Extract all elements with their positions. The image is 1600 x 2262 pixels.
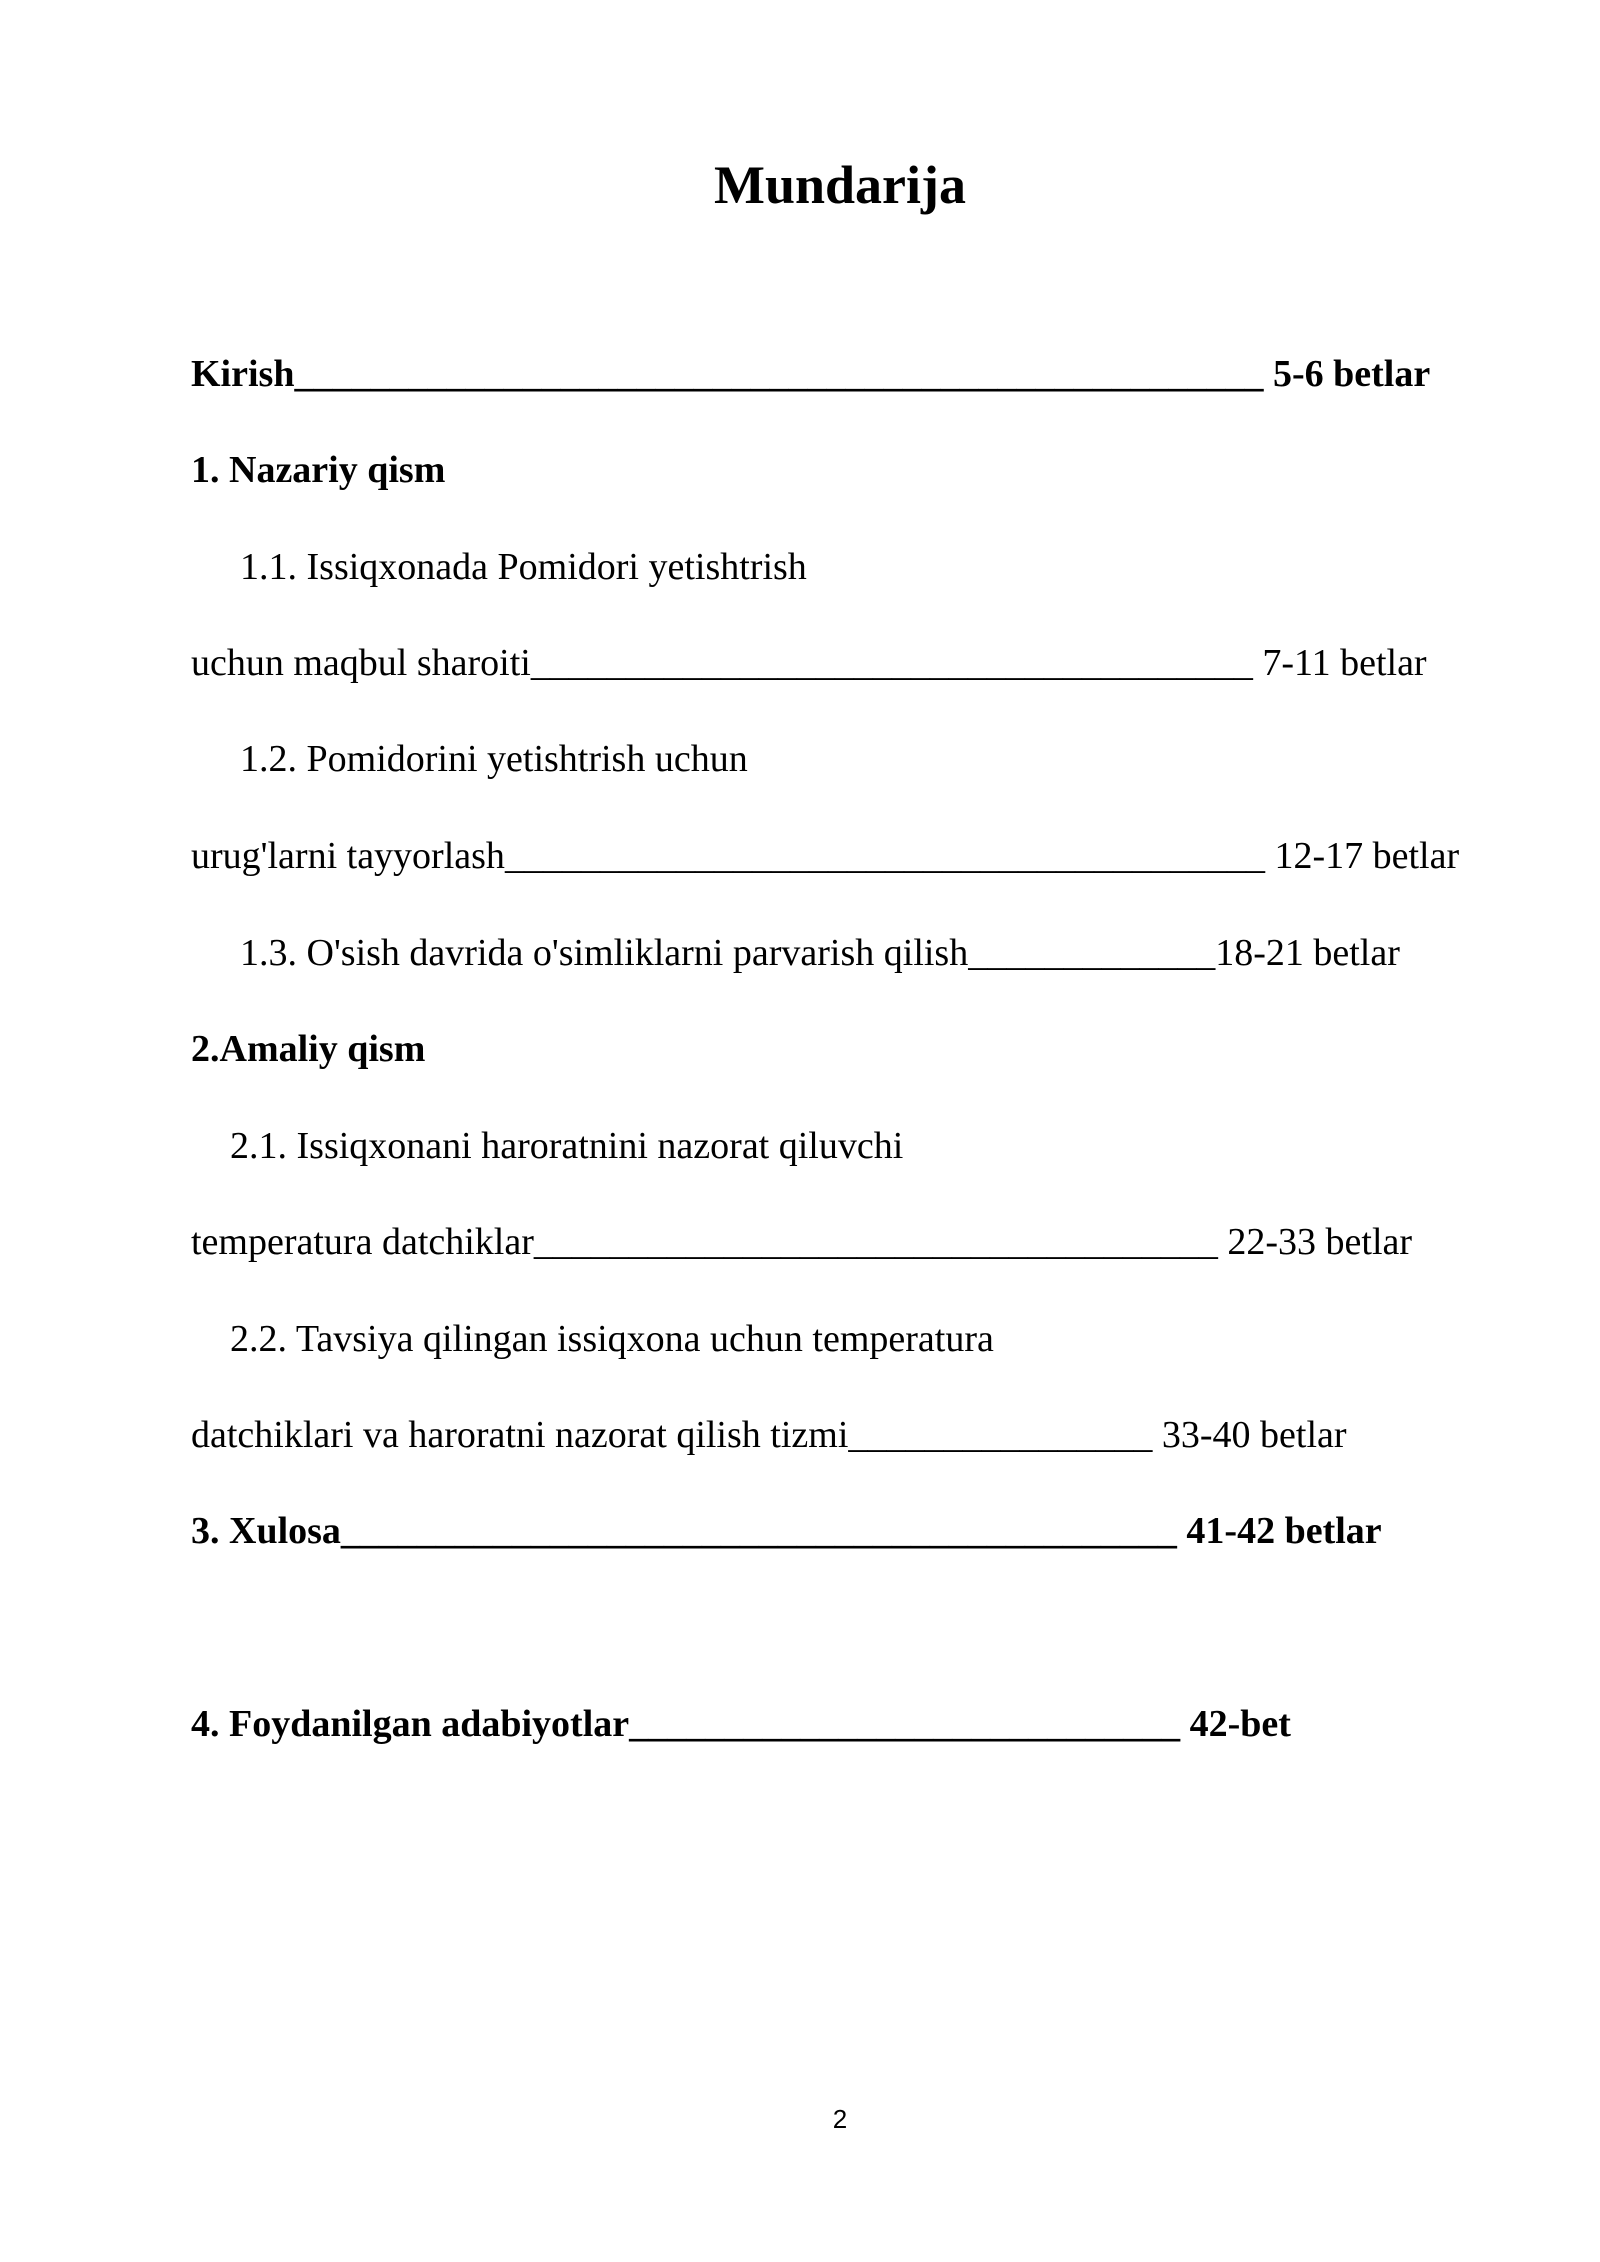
toc-heading-nazariy	[191, 446, 445, 494]
toc-label: 1.3. O'sish davrida o'simliklarni parvarish qilish	[240, 932, 969, 974]
toc-pages: 33-40 betlar	[1152, 1414, 1347, 1456]
toc-entry-1-2-line1	[240, 735, 748, 783]
toc-leader: ____________________________________________	[340, 1510, 1177, 1552]
toc-leader: ___________________________________________________	[294, 353, 1264, 395]
toc-pages: 18-21 betlar	[1215, 932, 1400, 974]
toc-label: 2.2. Tavsiya qilingan issiqxona uchun temperatura	[230, 1318, 994, 1360]
toc-leader: ______________________________________	[530, 642, 1253, 684]
toc-pages: 7-11 betlar	[1252, 642, 1427, 684]
toc-label: 1. Nazariy qism	[191, 449, 446, 491]
toc-entry-adabiyotlar	[191, 1700, 1291, 1748]
toc-entry-2-2-line2	[191, 1411, 1347, 1459]
toc-entry-2-1-line2	[191, 1218, 1412, 1266]
toc-pages: 12-17 betlar	[1264, 835, 1460, 877]
toc-label: Kirish	[191, 353, 295, 395]
page-number: 2	[832, 2104, 848, 2134]
toc-label: 1.2. Pomidorini yetishtrish uchun	[240, 738, 748, 780]
toc-leader: _____________________________	[629, 1703, 1181, 1745]
toc-entry-1-1-line2	[191, 639, 1427, 687]
toc-entry-1-1-line1	[240, 543, 807, 591]
toc-leader: _____________	[968, 932, 1216, 974]
toc-label: urug'larni tayyorlash	[191, 835, 505, 877]
toc-entry-2-2-line1	[230, 1315, 994, 1363]
toc-label: datchiklari va haroratni nazorat qilish tizmi	[191, 1414, 849, 1456]
toc-pages: 5-6 betlar	[1263, 353, 1431, 395]
toc-entry-1-3	[240, 929, 1400, 977]
toc-label: 3. Xulosa	[191, 1510, 341, 1552]
toc-entry-kirish	[191, 350, 1430, 398]
toc-label: 1.1. Issiqxonada Pomidori yetishtrish	[240, 546, 807, 588]
toc-pages: 42-bet	[1180, 1703, 1291, 1745]
toc-pages: 41-42 betlar	[1176, 1510, 1382, 1552]
toc-label: temperatura datchiklar	[191, 1221, 534, 1263]
toc-heading-amaliy	[191, 1025, 425, 1073]
page-title: Mundarija	[713, 155, 967, 215]
toc-label: 2.1. Issiqxonani haroratnini nazorat qiluvchi	[230, 1125, 904, 1167]
toc-label: 2.Amaliy qism	[191, 1028, 426, 1070]
toc-label: uchun maqbul sharoiti	[191, 642, 531, 684]
toc-entry-2-1-line1	[230, 1122, 903, 1170]
toc-leader: ________________________________________	[504, 835, 1265, 877]
toc-entry-1-2-line2	[191, 832, 1459, 880]
toc-leader: ____________________________________	[533, 1221, 1218, 1263]
toc-pages: 22-33 betlar	[1217, 1221, 1413, 1263]
toc-leader: ________________	[848, 1414, 1153, 1456]
toc-entry-xulosa	[191, 1507, 1382, 1555]
toc-label: 4. Foydanilgan adabiyotlar	[191, 1703, 630, 1745]
